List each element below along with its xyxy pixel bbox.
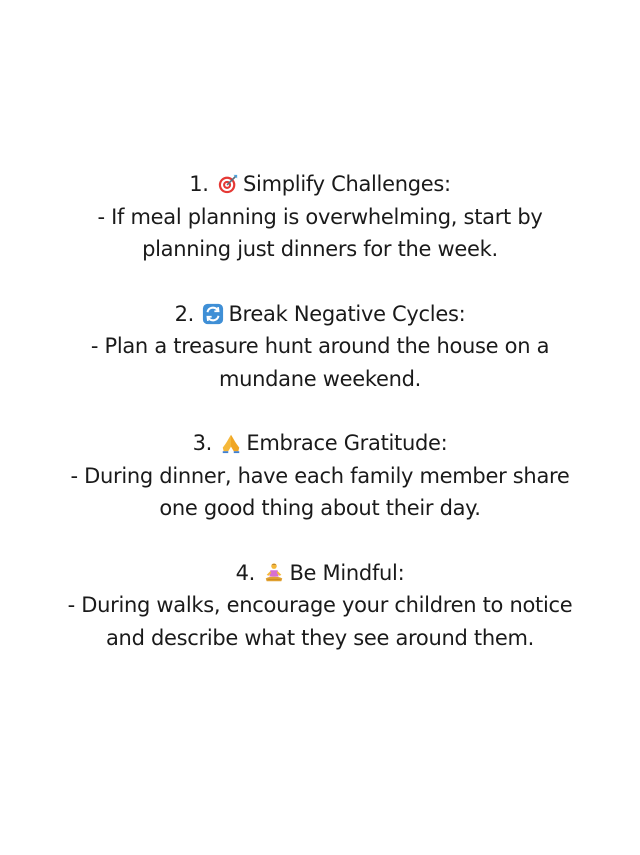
tip-title: Be Mindful: (289, 560, 405, 585)
tip-body-line: - During dinner, have each family member share (70, 463, 570, 488)
tip-number: 1. (189, 172, 209, 196)
tip-heading (40, 168, 600, 201)
meditation-icon (263, 562, 285, 584)
tip-body-line: - Plan a treasure hunt around the house on a (90, 334, 550, 358)
tip-number: 3. (192, 431, 213, 455)
tip-heading (40, 298, 600, 331)
tip-number: 2. (174, 301, 195, 326)
tip-body-line: - If meal planning is overwhelming, start by (97, 204, 543, 229)
tip-2 (40, 298, 600, 396)
cycle-arrows-icon (202, 303, 224, 325)
tip-title: Simplify Challenges: (243, 172, 451, 196)
tip-number: 4. (235, 560, 256, 585)
folded-hands-icon (220, 432, 242, 454)
tip-body-line: - During walks, encourage your children to notice (67, 593, 573, 617)
tip-title: Embrace Gratitude: (246, 431, 448, 455)
tip-body-line: planning just dinners for the week. (142, 237, 498, 261)
tip-title: Break Negative Cycles: (228, 301, 466, 326)
tip-4 (40, 557, 600, 655)
tip-body-line: and describe what they see around them. (105, 625, 534, 650)
tip-body-line: mundane weekend. (218, 366, 422, 391)
tip-1 (40, 168, 600, 266)
tip-heading (40, 427, 600, 460)
tip-3 (40, 427, 600, 525)
target-icon (217, 173, 239, 195)
tip-body-line: one good thing about their day. (159, 496, 481, 520)
tips-list (40, 168, 600, 686)
tip-heading (40, 557, 600, 590)
